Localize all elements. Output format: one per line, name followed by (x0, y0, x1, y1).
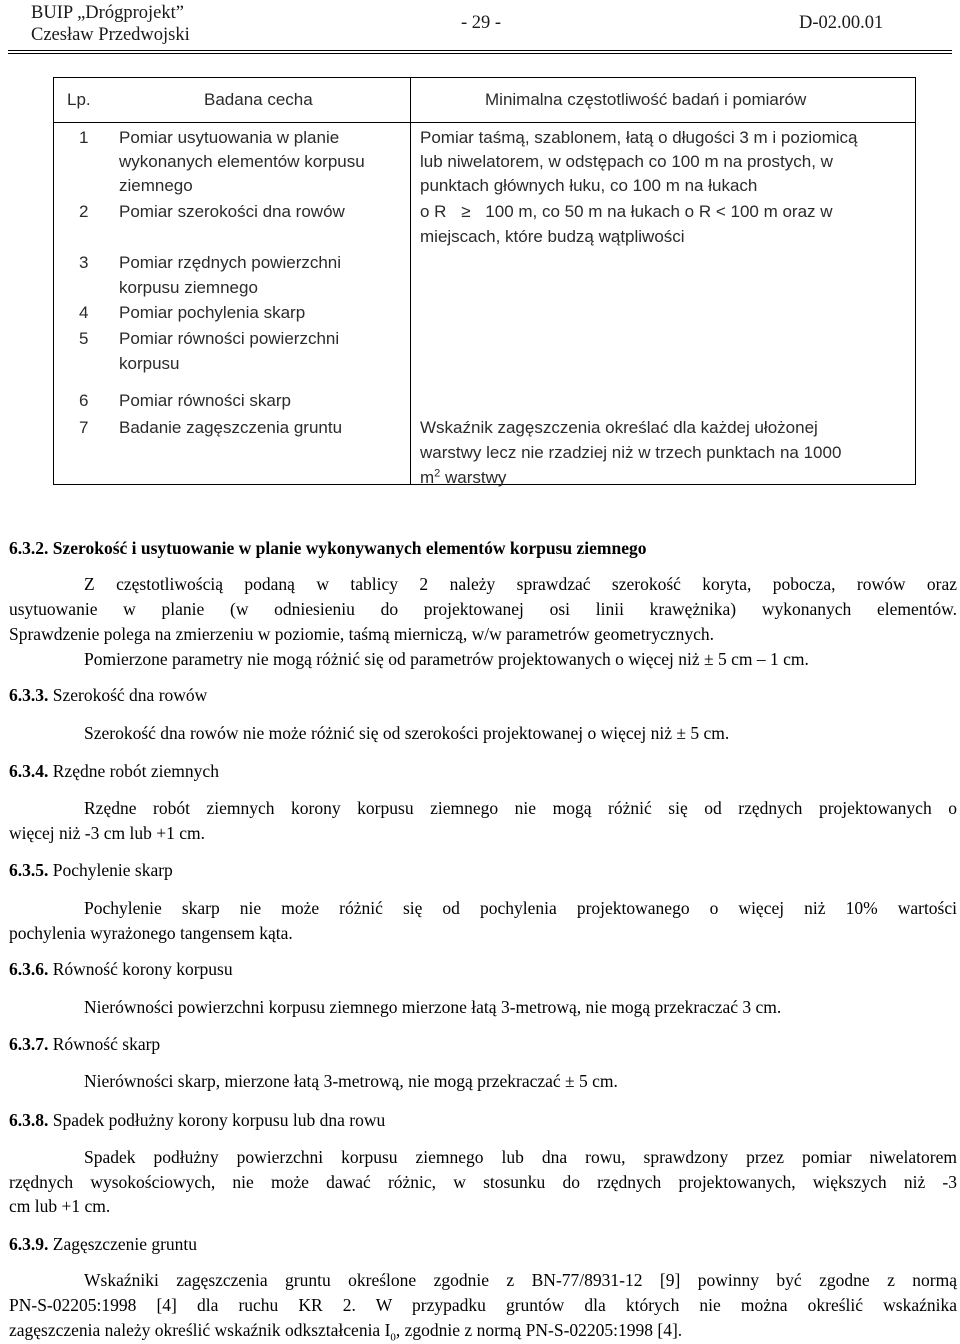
subscript: 0 (390, 1331, 396, 1344)
greater-equal-symbol: ≥ (461, 202, 471, 221)
row-number: 7 (79, 418, 89, 437)
section-number: 6.3.9. (9, 1234, 49, 1254)
col-header-frequency: Minimalna częstotliwość badań i pomiarów (485, 90, 807, 109)
paragraph-line: usytuowanie w planie (w odniesieniu do projektowanej osi linii krawężnika) wykonanych elementów. (9, 599, 957, 619)
paragraph-line: pochylenia wyrażonego tangensem kąta. (9, 923, 293, 943)
row-number: 3 (79, 253, 89, 272)
frequency-line: Pomiar taśmą, szablonem, łatą o długości 3 m i poziomicą (420, 128, 858, 147)
frequency-tail: warstwy (445, 468, 507, 487)
header-rule (8, 50, 952, 51)
section-title: Spadek podłużny korony korpusu lub dna rowu (52, 1110, 386, 1130)
feature-line: wykonanych elementów korpusu (119, 152, 365, 171)
row-number: 6 (79, 391, 89, 410)
feature-line: Pomiar pochylenia skarp (119, 303, 306, 322)
paragraph-line: rzędnych wysokościowych, nie może dawać różnic, w stosunku do rzędnych projektowanych, większych niż -3 (9, 1172, 957, 1192)
paragraph-line: Sprawdzenie polega na zmierzeniu w poziomie, taśmą mierniczą, w/w parametrów geometrycznych. (9, 624, 715, 644)
section-heading-6-3-8 (9, 1108, 385, 1133)
frequency-line (420, 465, 506, 490)
paragraph-line: Szerokość dna rowów nie może różnić się od szerokości projektowanej o więcej niż ± 5 cm. (84, 723, 730, 743)
row-number: 2 (79, 202, 89, 221)
section-number: 6.3.7. (9, 1034, 49, 1054)
frequency-line (420, 199, 833, 224)
section-heading-6-3-6 (9, 957, 233, 982)
feature-line: korpusu ziemnego (119, 278, 258, 297)
frequency-line: Wskaźnik zagęszczenia określać dla każdej ułożonej (420, 418, 818, 437)
feature-line: Pomiar równości powierzchni (119, 329, 340, 348)
paragraph-line: więcej niż -3 cm lub +1 cm. (9, 823, 205, 843)
section-number: 6.3.2. (9, 538, 49, 558)
section-title: Zagęszczenie gruntu (52, 1234, 198, 1254)
section-number: 6.3.5. (9, 860, 49, 880)
section-title: Szerokość i usytuowanie w planie wykonywanych elementów korpusu ziemnego (52, 538, 647, 558)
feature-line: Pomiar szerokości dna rowów (119, 202, 345, 221)
frequency-table (53, 77, 916, 485)
feature-line: ziemnego (119, 176, 193, 195)
section-number: 6.3.8. (9, 1110, 49, 1130)
section-heading-6-3-9 (9, 1232, 197, 1257)
section-heading-6-3-3 (9, 683, 207, 708)
paragraph-line: Wskaźniki zagęszczenia gruntu określone zgodnie z BN-77/8931-12 [9] powinny być zgodne z normą (84, 1270, 957, 1290)
row-number: 4 (79, 303, 89, 322)
paragraph-line: PN-S-02205:1998 [4] dla ruchu KR 2. W przypadku gruntów dla których nie można określić wskaźnika (9, 1295, 957, 1315)
section-title: Równość korony korpusu (52, 959, 233, 979)
section-heading-6-3-5 (9, 858, 173, 883)
frequency-line: miejscach, które budzą wątpliwości (420, 227, 685, 246)
paragraph-line: Pomierzone parametry nie mogą różnić się od parametrów projektowanych o więcej niż ± 5 cm – 1 cm. (84, 649, 809, 669)
paragraph-line (9, 1318, 682, 1343)
paragraph-text: , zgodnie z normą PN-S-02205:1998 [4]. (395, 1320, 683, 1340)
frequency-cell (411, 123, 916, 485)
header-page-number: - 29 - (461, 13, 502, 33)
paragraph-line: Nierówności powierzchni korpusu ziemnego mierzone łatą 3-metrową, nie mogą przekraczać 3 cm. (84, 997, 782, 1017)
features-cell (54, 123, 411, 485)
section-heading-6-3-4 (9, 759, 219, 784)
paragraph-line: Z częstotliwością podaną w tablicy 2 należy sprawdzać szerokość koryta, pobocza, rowów oraz (84, 574, 957, 594)
feature-line: Pomiar rzędnych powierzchni (119, 253, 342, 272)
paragraph-line: Spadek podłużny powierzchni korpusu ziemnego lub dna rowu, sprawdzony przez pomiar niwelatorem (84, 1147, 957, 1167)
feature-line: korpusu (119, 354, 180, 373)
frequency-prefix: o R (420, 202, 447, 221)
feature-line: Badanie zagęszczenia gruntu (119, 418, 343, 437)
unit-m: m (420, 468, 435, 487)
paragraph-text: zagęszczenia należy określić wskaźnik odkształcenia I (9, 1320, 391, 1340)
section-number: 6.3.4. (9, 761, 49, 781)
row-number: 5 (79, 329, 89, 348)
header-company: BUIP „Drógprojekt” (31, 3, 184, 23)
paragraph-line: cm lub +1 cm. (9, 1196, 111, 1216)
col-header-lp: Lp. (67, 90, 91, 109)
section-number: 6.3.3. (9, 685, 49, 705)
section-heading-6-3-2 (9, 536, 647, 561)
header-author: Czesław Przedwojski (31, 25, 190, 45)
frequency-line: punktach głównych łuku, co 100 m na łukach (420, 176, 758, 195)
section-title: Rzędne robót ziemnych (52, 761, 219, 781)
paragraph-line: Pochylenie skarp nie może różnić się od pochylenia projektowanego o więcej niż 10% wartości (84, 898, 957, 918)
header-rule-2 (8, 53, 952, 54)
col-header-feature: Badana cecha (204, 90, 313, 109)
frequency-line: lub niwelatorem, w odstępach co 100 m na prostych, w (420, 152, 833, 171)
paragraph-line: Nierówności skarp, mierzone łatą 3-metrową, nie mogą przekraczać ± 5 cm. (84, 1071, 618, 1091)
header-doc-code: D-02.00.01 (799, 13, 884, 33)
section-heading-6-3-7 (9, 1032, 160, 1057)
feature-line: Pomiar równości skarp (119, 391, 291, 410)
paragraph-line: Rzędne robót ziemnych korony korpusu ziemnego nie mogą różnić się od rzędnych projektowanych o (84, 798, 957, 818)
section-number: 6.3.6. (9, 959, 49, 979)
row-number: 1 (79, 128, 89, 147)
table-header-left (54, 78, 411, 123)
table-header-right (411, 78, 916, 123)
feature-line: Pomiar usytuowania w planie (119, 128, 340, 147)
section-title: Szerokość dna rowów (52, 685, 208, 705)
section-title: Równość skarp (52, 1034, 161, 1054)
frequency-line: warstwy lecz nie rzadziej niż w trzech punktach na 1000 (420, 443, 842, 462)
frequency-rest: 100 m, co 50 m na łukach o R < 100 m oraz w (485, 202, 833, 221)
section-title: Pochylenie skarp (52, 860, 173, 880)
unit-exponent: 2 (434, 467, 441, 480)
